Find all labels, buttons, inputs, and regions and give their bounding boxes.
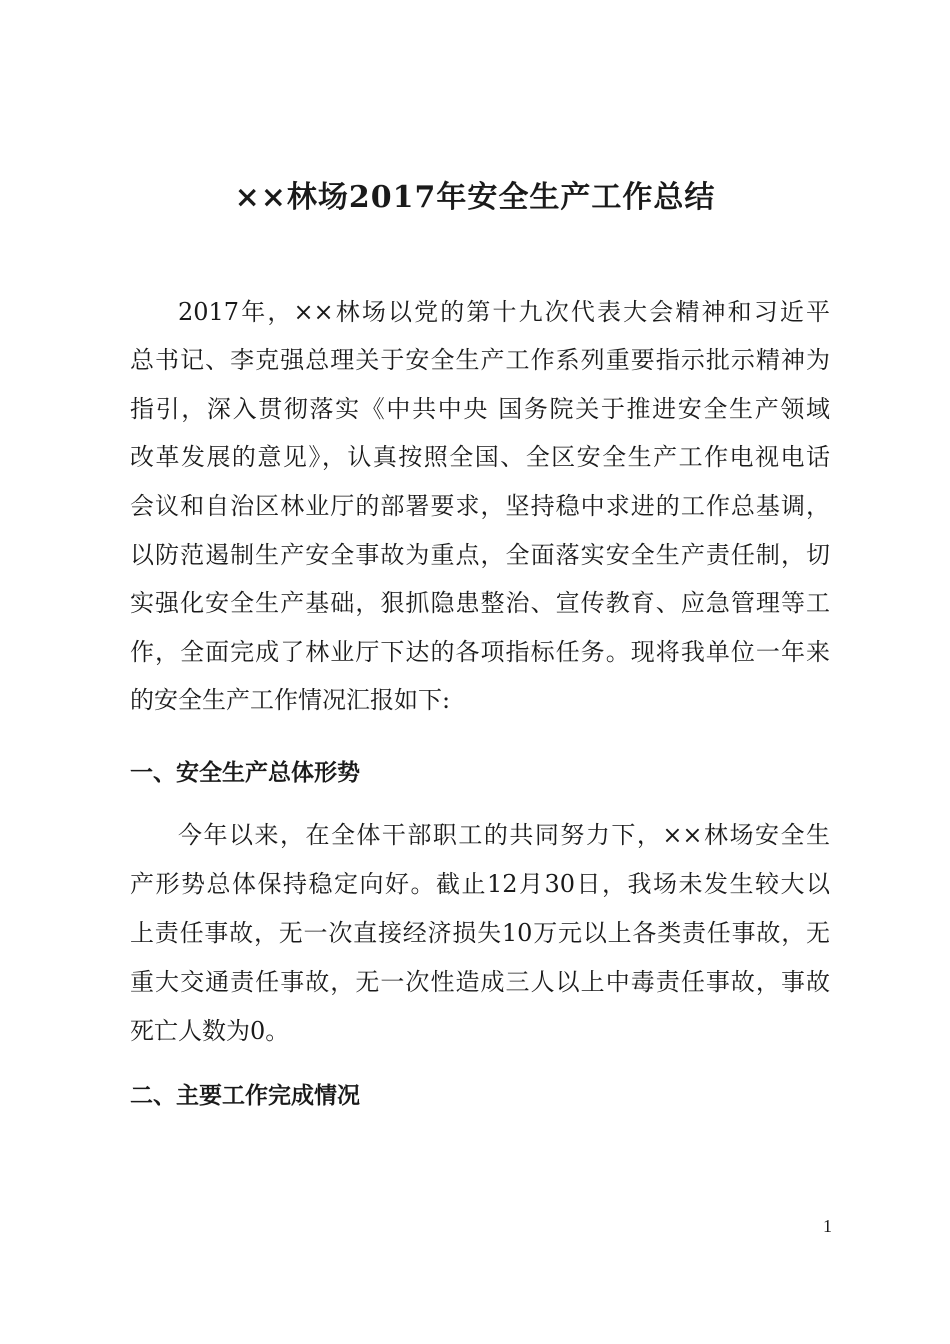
paragraph-line: 上责任事故，无一次直接经济损失10万元以上各类责任事故，无: [130, 919, 830, 947]
page-number: 1: [823, 1216, 832, 1236]
document-title: ××林场2017年安全生产工作总结: [234, 180, 716, 215]
paragraph-line: 以防范遏制生产安全事故为重点，全面落实安全生产责任制，切: [130, 541, 830, 569]
paragraph-line: 会议和自治区林业厅的部署要求，坚持稳中求进的工作总基调，: [130, 492, 830, 520]
paragraph-line: 总书记、李克强总理关于安全生产工作系列重要指示批示精神为: [130, 346, 830, 374]
section-heading-2: 二、主要工作完成情况: [130, 1083, 360, 1109]
paragraph-line: 重大交通责任事故，无一次性造成三人以上中毒责任事故，事故: [130, 968, 830, 996]
paragraph-line: 2017年，××林场以党的第十九次代表大会精神和习近平: [178, 298, 830, 326]
paragraph-line: 改革发展的意见》，认真按照全国、全区安全生产工作电视电话: [130, 443, 830, 471]
paragraph-line: 指引，深入贯彻落实《中共中央 国务院关于推进安全生产领域: [130, 395, 830, 423]
paragraph-line: 的安全生产工作情况汇报如下:: [130, 686, 451, 714]
section-heading-1: 一、安全生产总体形势: [130, 760, 360, 786]
paragraph-line: 今年以来，在全体干部职工的共同努力下，××林场安全生: [178, 821, 830, 849]
paragraph-line: 实强化安全生产基础，狠抓隐患整治、宣传教育、应急管理等工: [130, 589, 830, 617]
paragraph-line: 产形势总体保持稳定向好。截止12月30日，我场未发生较大以: [130, 870, 830, 898]
paragraph-line: 死亡人数为0。: [130, 1017, 290, 1045]
paragraph-line: 作，全面完成了林业厅下达的各项指标任务。现将我单位一年来: [130, 638, 830, 666]
